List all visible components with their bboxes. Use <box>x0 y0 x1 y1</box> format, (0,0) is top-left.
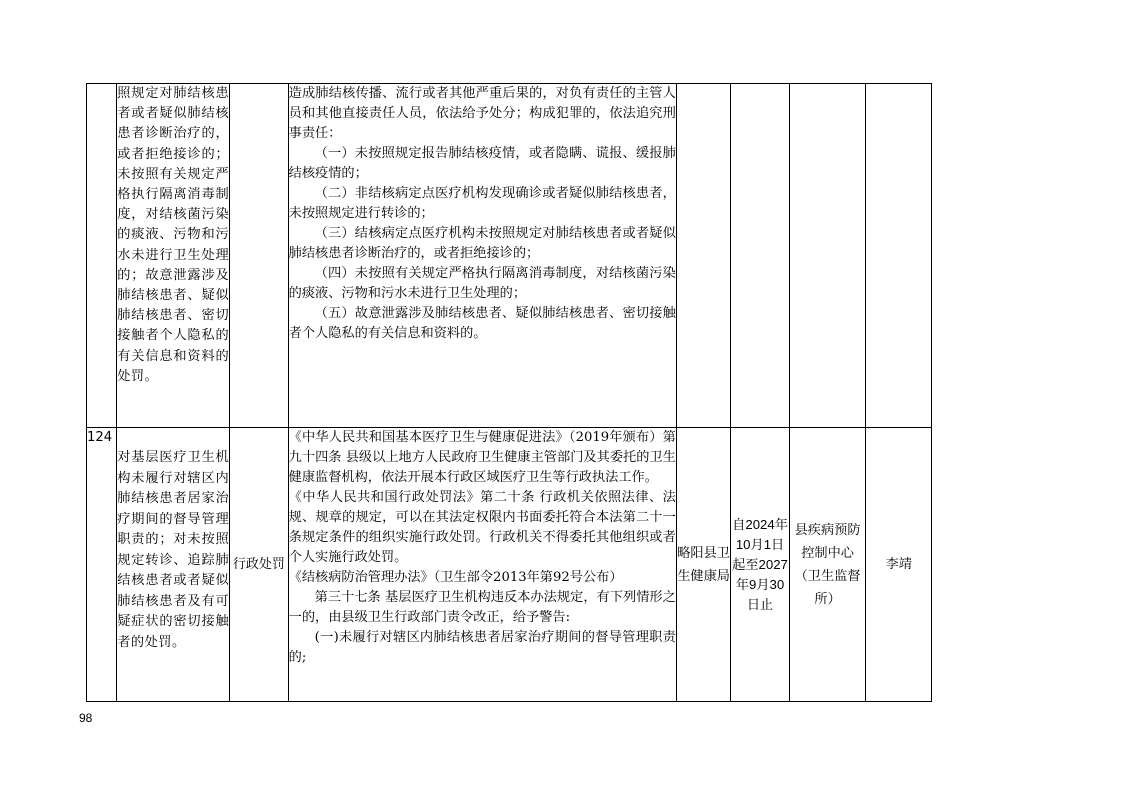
item-description: 照规定对肺结核患者或者疑似肺结核患者诊断治疗的，或者拒绝接诊的；未按照有关规定严格执行隔离消毒制度，对结核菌污染的痰液、污物和污水未进行卫生处理的；故意泄露涉及肺结核患者、疑似肺结核患者、密切接触者个人隐私的有关信息和资料的处罚。 <box>117 84 230 428</box>
basis-paragraph: （二）非结核病定点医疗机构发现确诊或者疑似肺结核患者，未按照规定进行转诊的； <box>288 186 676 221</box>
page-number: 98 <box>79 711 93 725</box>
delegation-period: 自2024年10月1日起至2027年9月30日止 <box>731 428 789 702</box>
item-description: 对基层医疗卫生机构未履行对辖区内肺结核患者居家治疗期间的督导管理职责的；对未按照规定转诊、追踪肺结核患者或者疑似肺结核患者及有可疑症状的密切接触者的处罚。 <box>117 428 230 702</box>
table-row <box>87 84 932 428</box>
basis-paragraph: （一）未按照规定报告肺结核疫情，或者隐瞒、谎报、缓报肺结核疫情的； <box>288 146 676 181</box>
basis-paragraph: （四）未按照有关规定严格执行隔离消毒制度，对结核菌污染的痰液、污物和污水未进行卫生处理的； <box>288 266 676 301</box>
table-row <box>87 428 932 702</box>
delegating-agency <box>676 84 730 428</box>
basis-paragraph: 《结核病防治管理办法》（卫生部令2013年第92号公布） <box>288 570 623 585</box>
contact-person <box>866 84 932 428</box>
contact-person: 李靖 <box>866 428 932 702</box>
basis-paragraph: 第三十七条 基层医疗卫生机构违反本办法规定，有下列情形之一的，由县级卫生行政部门责令改正，给予警告: <box>288 590 676 625</box>
delegated-unit: 县疾病预防控制中心（卫生监督所） <box>789 428 866 702</box>
basis-paragraph: 造成肺结核传播、流行或者其他严重后果的，对负有责任的主管人员和其他直接责任人员，依法给予处分；构成犯罪的，依法追究刑事责任： <box>288 86 676 141</box>
basis-paragraph: （三）结核病定点医疗机构未按照规定对肺结核患者或者疑似肺结核患者诊断治疗的，或者拒绝接诊的； <box>288 226 676 261</box>
item-type: 行政处罚 <box>230 428 288 702</box>
legal-basis <box>288 84 676 428</box>
basis-paragraph: 《中华人民共和国基本医疗卫生与健康促进法》（2019年颁布）第九十四条 县级以上地方人民政府卫生健康主管部门及其委托的卫生健康监督机构，依法开展本行政区域医疗卫生等行政执法工作。 <box>288 430 676 485</box>
delegated-unit <box>789 84 866 428</box>
delegating-agency: 略阳县卫生健康局 <box>676 428 730 702</box>
basis-paragraph: (一)未履行对辖区内肺结核患者居家治疗期间的督导管理职责的; <box>288 630 676 665</box>
basis-paragraph: （五）故意泄露涉及肺结核患者、疑似肺结核患者、密切接触者个人隐私的有关信息和资料的。 <box>288 306 676 341</box>
basis-paragraph: 《中华人民共和国行政处罚法》第二十条 行政机关依照法律、法规、规章的规定，可以在其法定权限内书面委托符合本法第二十一条规定条件的组织实施行政处罚。行政机关不得委托其他组织或者个人实施行政处罚。 <box>288 490 676 565</box>
row-number <box>87 84 117 428</box>
delegation-period <box>731 84 789 428</box>
row-number: 124 <box>87 428 117 702</box>
legal-basis <box>288 428 676 702</box>
item-type <box>230 84 288 428</box>
enforcement-table <box>86 83 932 702</box>
